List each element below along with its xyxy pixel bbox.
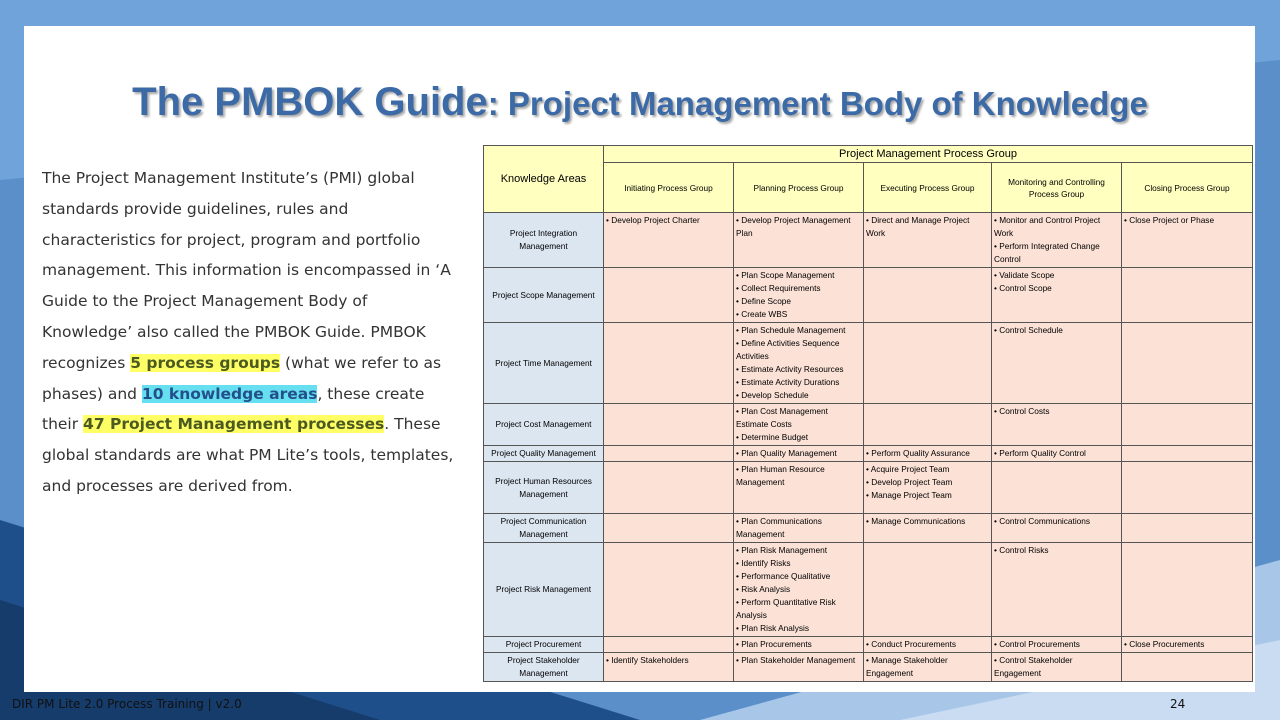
process-item: • Perform Quantitative Risk Analysis [736,596,861,622]
highlight-processes: 47 Project Management processes [83,415,385,434]
table-row [484,514,1253,543]
knowledge-area-cell: Project Quality Management [484,446,604,462]
process-item: • Plan Stakeholder Management [736,654,861,667]
process-cell [1122,213,1253,268]
process-item: • Close Procurements [1124,638,1250,651]
process-item: • Control Scope [994,282,1119,295]
process-item: • Develop Schedule [736,389,861,402]
process-item: • Manage Project Team [866,489,989,502]
body-text-4: . These global standards are what PM Lite’s tools, templates, and processes are derived from. [42,415,454,495]
process-cell [604,653,734,682]
slide-title [0,80,1280,125]
process-cell [604,213,734,268]
table-row [484,462,1253,514]
column-header: Planning Process Group [734,163,864,213]
process-cell [734,404,864,446]
body-paragraph [42,163,457,502]
process-cell [1122,446,1253,462]
process-cell [864,446,992,462]
process-item: • Perform Integrated Change Control [994,240,1119,266]
footer-title: DIR PM Lite 2.0 Process Training | v2.0 [12,697,242,711]
process-item: • Define Activities Sequence Activities [736,337,861,363]
process-item: • Control Schedule [994,324,1119,337]
process-cell [864,637,992,653]
knowledge-area-cell: Project Communication Management [484,514,604,543]
process-item: • Define Scope [736,295,861,308]
process-cell [734,514,864,543]
table-row [484,653,1253,682]
process-cell [734,543,864,637]
process-cell [604,268,734,323]
body-text-2: (what we refer to as phases) and [42,353,442,403]
process-cell [604,446,734,462]
process-cell [992,637,1122,653]
process-cell [604,514,734,543]
table-row [484,446,1253,462]
process-cell [1122,543,1253,637]
process-item: • Control Communications [994,515,1119,528]
process-cell [1122,653,1253,682]
process-group-header: Project Management Process Group [604,146,1253,163]
process-cell [1122,462,1253,514]
page-number: 24 [1170,697,1186,711]
process-cell [864,543,992,637]
process-cell [992,446,1122,462]
process-item: • Determine Budget [736,431,861,444]
process-item: • Develop Project Team [866,476,989,489]
process-cell [992,462,1122,514]
column-header: Executing Process Group [864,163,992,213]
table-row [484,323,1253,404]
knowledge-area-cell: Project Time Management [484,323,604,404]
process-cell [864,268,992,323]
process-item: • Conduct Procurements [866,638,989,651]
process-item: • Close Project or Phase [1124,214,1250,227]
process-cell [734,653,864,682]
process-cell [992,543,1122,637]
column-header: Initiating Process Group [604,163,734,213]
process-cell [1122,268,1253,323]
process-item: • Plan Human Resource Management [736,463,861,489]
process-cell [1122,637,1253,653]
body-text-3: , these create their [42,384,425,434]
process-item: • Perform Quality Control [994,447,1119,460]
knowledge-area-cell: Project Scope Management [484,268,604,323]
process-item: • Monitor and Control Project Work [994,214,1119,240]
knowledge-areas-header: Knowledge Areas [484,146,604,213]
process-cell [1122,514,1253,543]
process-cell [604,543,734,637]
knowledge-area-cell: Project Human Resources Management [484,462,604,514]
process-cell [864,653,992,682]
process-cell [604,462,734,514]
process-item: • Collect Requirements [736,282,861,295]
table-row [484,404,1253,446]
title-part2: : Project Management Body of Knowledge [487,85,1148,122]
knowledge-area-cell: Project Risk Management [484,543,604,637]
process-cell [604,404,734,446]
process-item: • Direct and Manage Project Work [866,214,989,240]
process-cell [1122,404,1253,446]
process-item: • Plan Communications Management [736,515,861,541]
process-item: • Manage Stakeholder Engagement [866,654,989,680]
process-cell [992,653,1122,682]
column-header: Closing Process Group [1122,163,1253,213]
knowledge-area-cell: Project Cost Management [484,404,604,446]
process-cell [734,446,864,462]
process-item: • Estimate Activity Durations [736,376,861,389]
process-cell [734,323,864,404]
process-cell [992,514,1122,543]
process-item: • Validate Scope [994,269,1119,282]
process-item: • Manage Communications [866,515,989,528]
process-item: • Estimate Activity Resources [736,363,861,376]
knowledge-area-cell: Project Integration Management [484,213,604,268]
knowledge-area-cell: Project Stakeholder Management [484,653,604,682]
process-cell [734,213,864,268]
process-cell [604,323,734,404]
process-cell [734,462,864,514]
process-table [483,145,1253,682]
process-item: • Plan Risk Analysis [736,622,861,635]
process-cell [992,323,1122,404]
process-cell [864,213,992,268]
process-item: • Plan Risk Management [736,544,861,557]
knowledge-area-cell: Project Procurement [484,637,604,653]
process-cell [864,404,992,446]
process-item: • Control Risks [994,544,1119,557]
process-item: • Acquire Project Team [866,463,989,476]
process-item: • Plan Procurements [736,638,861,651]
process-item: • Plan Scope Management [736,269,861,282]
highlight-process-groups: 5 process groups [130,353,281,372]
process-cell [734,268,864,323]
process-cell [992,213,1122,268]
process-item: • Develop Project Charter [606,214,731,227]
process-item: • Perform Quality Assurance [866,447,989,460]
process-cell [734,637,864,653]
process-item: • Plan Cost Management Estimate Costs [736,405,861,431]
table-row [484,637,1253,653]
process-cell [1122,323,1253,404]
process-item: • Control Costs [994,405,1119,418]
process-cell [864,323,992,404]
process-cell [864,462,992,514]
process-item: • Control Procurements [994,638,1119,651]
process-cell [604,637,734,653]
process-item: • Identify Stakeholders [606,654,731,667]
table-row [484,213,1253,268]
process-item: • Plan Quality Management [736,447,861,460]
process-item: • Develop Project Management Plan [736,214,861,240]
process-cell [992,404,1122,446]
process-item: • Identify Risks [736,557,861,570]
table-row [484,543,1253,637]
process-item: • Control Stakeholder Engagement [994,654,1119,680]
process-item: • Risk Analysis [736,583,861,596]
process-item: • Create WBS [736,308,861,321]
title-part1: The PMBOK Guide [132,80,488,124]
table-row [484,268,1253,323]
column-header: Monitoring and Controlling Process Group [992,163,1122,213]
body-text-1: The Project Management Institute’s (PMI) global standards provide guidelines, rules and characteristics for project, program and portfolio management. This information is encompassed in ‘A Guide to the Project Management Body of Knowledge’ also called the PMBOK Guide. PMBOK recognizes [42,169,451,372]
process-item: • Performance Qualitative [736,570,861,583]
process-cell [864,514,992,543]
process-cell [992,268,1122,323]
process-item: • Plan Schedule Management [736,324,861,337]
highlight-knowledge-areas: 10 knowledge areas [141,384,318,403]
